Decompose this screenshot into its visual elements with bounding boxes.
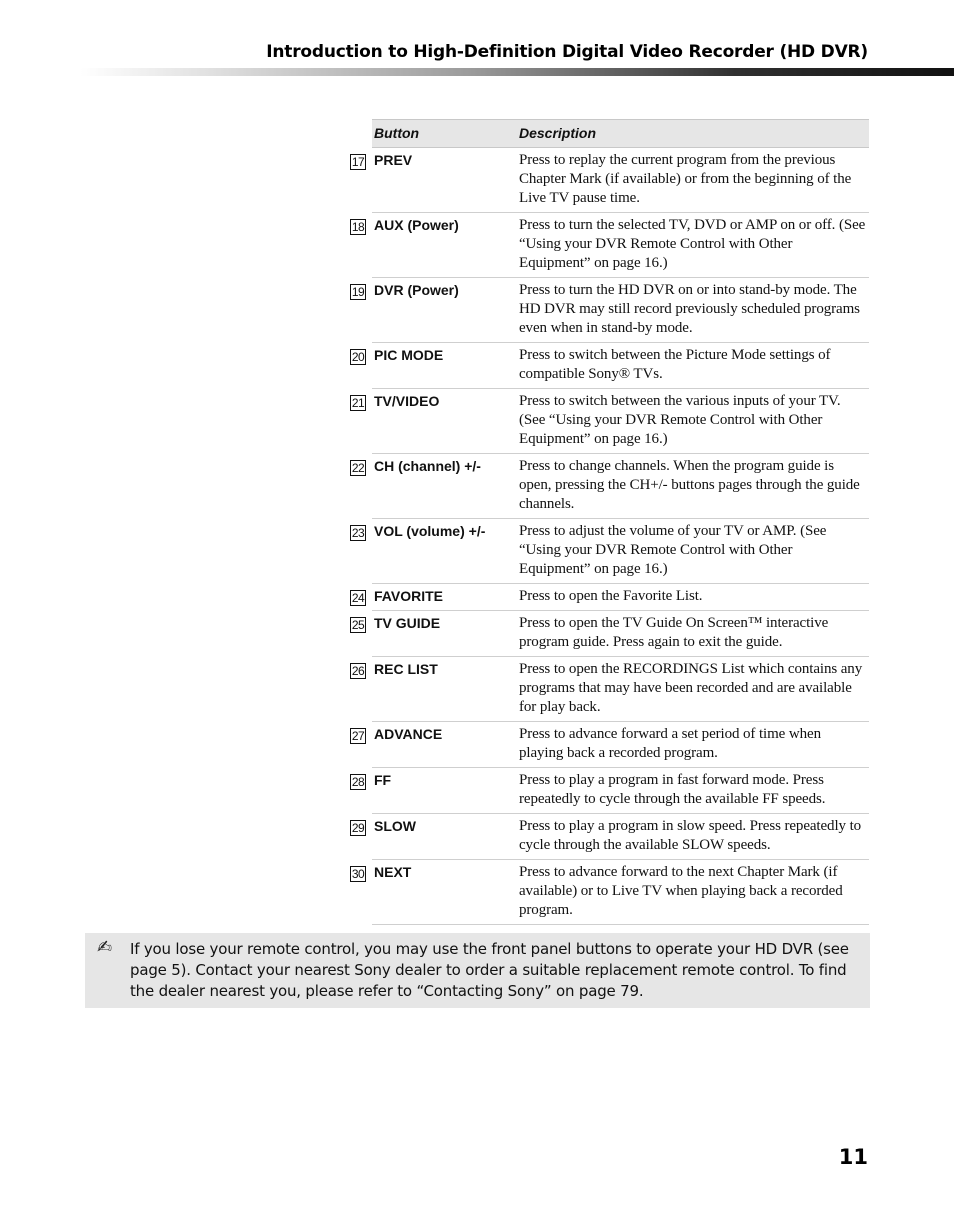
table-row <box>348 860 869 925</box>
table-row <box>348 519 869 584</box>
table-row <box>348 454 869 519</box>
row-description-cell <box>517 722 869 768</box>
row-description-cell <box>517 389 869 454</box>
row-button-cell <box>372 343 517 389</box>
row-button-cell <box>372 611 517 657</box>
row-number <box>348 768 372 814</box>
row-description: Press to switch between the various inputs of your TV. (See “Using your DVR Remote Control with Other Equipment” on page 16.) <box>519 393 841 447</box>
row-description-cell <box>517 343 869 389</box>
row-button-cell <box>372 814 517 860</box>
table-header-num <box>348 120 372 148</box>
row-description: Press to play a program in slow speed. Press repeatedly to cycle through the available SLOW speeds. <box>519 818 862 853</box>
row-description: Press to open the RECORDINGS List which contains any programs that may have been recorded and are available for play back. <box>519 661 863 715</box>
row-button-cell <box>372 657 517 722</box>
page-number: 11 <box>838 1145 868 1169</box>
row-number <box>348 814 372 860</box>
row-description: Press to advance forward to the next Chapter Mark (if available) or to Live TV when playing back a recorded program. <box>519 864 843 918</box>
row-number <box>348 454 372 519</box>
row-description-cell <box>517 860 869 925</box>
note-box <box>85 933 870 1008</box>
row-description: Press to turn the selected TV, DVD or AMP on or off. (See “Using your DVR Remote Control with Other Equipment” on page 16.) <box>519 217 866 271</box>
row-number-badge: 17 <box>351 154 365 169</box>
page-header-title: Introduction to High-Definition Digital Video Recorder (HD DVR) <box>266 42 868 62</box>
table-body <box>348 148 869 925</box>
row-button-label: TV/VIDEO <box>374 393 440 409</box>
row-description-cell <box>517 278 869 343</box>
table-row <box>348 213 869 278</box>
row-button-label: FF <box>374 772 392 788</box>
row-number-badge: 26 <box>351 663 365 678</box>
row-number <box>348 278 372 343</box>
table-row <box>348 148 869 213</box>
row-number <box>348 213 372 278</box>
row-number <box>348 860 372 925</box>
row-number-badge: 27 <box>351 728 365 743</box>
row-button-label: PREV <box>374 152 413 168</box>
row-button-cell <box>372 389 517 454</box>
table-row <box>348 389 869 454</box>
row-number <box>348 584 372 611</box>
row-number <box>348 148 372 213</box>
row-number-badge: 19 <box>351 284 365 299</box>
row-description-cell <box>517 768 869 814</box>
row-button-label: ADVANCE <box>374 726 443 742</box>
row-button-label: FAVORITE <box>374 588 443 604</box>
table-row <box>348 611 869 657</box>
row-button-label: PIC MODE <box>374 347 444 363</box>
table-row <box>348 768 869 814</box>
row-button-label: AUX (Power) <box>374 217 459 233</box>
row-description: Press to open the Favorite List. <box>519 588 703 604</box>
row-number-badge: 22 <box>351 460 365 475</box>
note-text: If you lose your remote control, you may use the front panel buttons to operate your HD DVR (see page 5). Contact your nearest Sony dealer to order a suitable replacement remote control. To find the dealer nearest you, please refer to “Contacting Sony” on page 79. <box>130 940 849 1000</box>
row-description: Press to replay the current program from the previous Chapter Mark (if available) or from the beginning of the Live TV pause time. <box>519 152 852 206</box>
row-description: Press to change channels. When the program guide is open, pressing the CH+/- buttons pages through the guide channels. <box>519 458 860 512</box>
row-button-label: TV GUIDE <box>374 615 441 631</box>
row-description-cell <box>517 657 869 722</box>
row-description-cell <box>517 213 869 278</box>
row-number <box>348 519 372 584</box>
row-description: Press to adjust the volume of your TV or AMP. (See “Using your DVR Remote Control with Other Equipment” on page 16.) <box>519 523 827 577</box>
row-button-cell <box>372 278 517 343</box>
row-button-cell <box>372 213 517 278</box>
row-number-badge: 25 <box>351 617 365 632</box>
row-button-label: CH (channel) +/- <box>374 458 481 474</box>
row-description: Press to advance forward a set period of time when playing back a recorded program. <box>519 726 821 761</box>
row-button-label: REC LIST <box>374 661 438 677</box>
row-number-badge: 21 <box>351 395 365 410</box>
row-description: Press to play a program in fast forward mode. Press repeatedly to cycle through the available FF speeds. <box>519 772 826 807</box>
row-number-badge: 24 <box>351 590 365 605</box>
row-button-label: SLOW <box>374 818 416 834</box>
table-row <box>348 343 869 389</box>
row-number <box>348 343 372 389</box>
button-description-table <box>348 119 869 925</box>
row-description: Press to switch between the Picture Mode settings of compatible Sony® TVs. <box>519 347 831 382</box>
row-description-cell <box>517 584 869 611</box>
row-number-badge: 28 <box>351 774 365 789</box>
header-gradient-rule <box>80 68 954 76</box>
row-button-cell <box>372 519 517 584</box>
row-button-cell <box>372 584 517 611</box>
row-number <box>348 657 372 722</box>
row-number <box>348 611 372 657</box>
table-row <box>348 814 869 860</box>
table-row <box>348 722 869 768</box>
row-button-label: DVR (Power) <box>374 282 459 298</box>
row-number-badge: 18 <box>351 219 365 234</box>
row-button-cell <box>372 148 517 213</box>
row-button-cell <box>372 860 517 925</box>
row-description-cell <box>517 148 869 213</box>
row-button-cell <box>372 722 517 768</box>
row-description-cell <box>517 519 869 584</box>
row-number <box>348 722 372 768</box>
table-header-button: Button <box>372 120 517 148</box>
pencil-note-icon: ✍ <box>97 937 113 958</box>
row-button-label: NEXT <box>374 864 412 880</box>
table-row <box>348 278 869 343</box>
row-description-cell <box>517 454 869 519</box>
table-header-row <box>348 120 869 148</box>
row-number-badge: 30 <box>351 866 365 881</box>
row-number <box>348 389 372 454</box>
row-number-badge: 29 <box>351 820 365 835</box>
row-description: Press to open the TV Guide On Screen™ interactive program guide. Press again to exit the guide. <box>519 615 829 650</box>
table-header-description: Description <box>517 120 869 148</box>
row-number-badge: 23 <box>351 525 365 540</box>
row-description-cell <box>517 814 869 860</box>
row-description-cell <box>517 611 869 657</box>
row-description: Press to turn the HD DVR on or into stand-by mode. The HD DVR may still record previously scheduled programs even when in stand-by mode. <box>519 282 860 336</box>
row-number-badge: 20 <box>351 349 365 364</box>
table-row <box>348 584 869 611</box>
row-button-cell <box>372 768 517 814</box>
table-row <box>348 657 869 722</box>
row-button-label: VOL (volume) +/- <box>374 523 486 539</box>
row-button-cell <box>372 454 517 519</box>
